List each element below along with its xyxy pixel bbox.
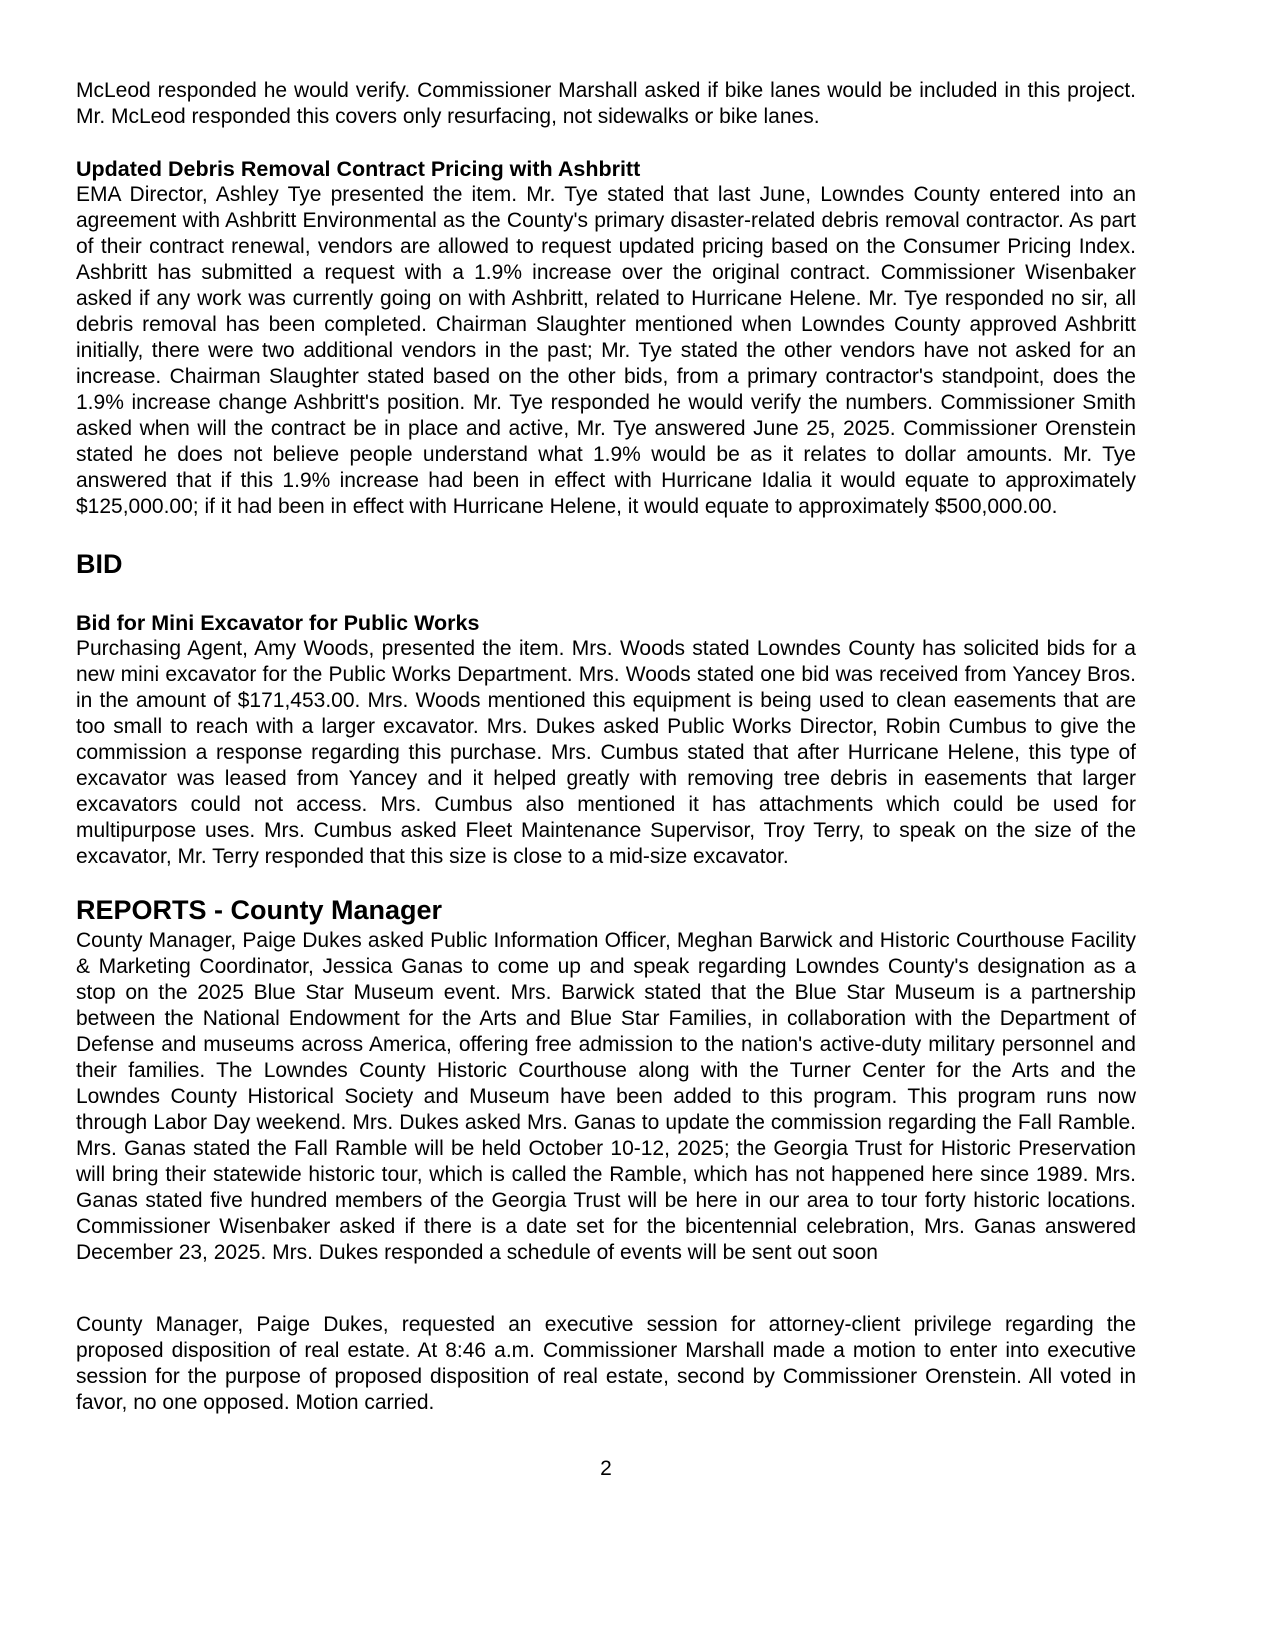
paragraph-resurfacing-continuation: McLeod responded he would verify. Commissioner Marshall asked if bike lanes would be included in this project. Mr. McLeod responded this covers only resurfacing, not sidewalks or bike lanes. <box>76 79 1136 128</box>
page-number: 2 <box>600 1457 612 1480</box>
heading-reports-county-manager: REPORTS - County Manager <box>76 895 443 925</box>
paragraph-reports-county-manager: County Manager, Paige Dukes asked Public Information Officer, Meghan Barwick and Historic Courthouse Facility & Marketing Coordinator, Jessica Ganas to come up and speak regarding Lowndes County's designation as a stop on the 2025 Blue Star Museum event. Mrs. Barwick stated that the Blue Star Museum is a partnership between the National Endowment for the Arts and Blue Star Families, in collaboration with the Department of Defense and museums across America, offering free admission to the nation's active-duty military personnel and their families. The Lowndes County Historic Courthouse along with the Turner Center for the Arts and the Lowndes County Historical Society and Museum have been added to this program. This program runs now through Labor Day weekend. Mrs. Dukes asked Mrs. Ganas to update the commission regarding the Fall Ramble. Mrs. Ganas stated the Fall Ramble will be held October 10-12, 2025; the Georgia Trust for Historic Preservation will bring their statewide historic tour, which is called the Ramble, which has not happened here since 1989. Mrs. Ganas stated five hundred members of the Georgia Trust will be here in our area to tour forty historic locations. Commissioner Wisenbaker asked if there is a date set for the bicentennial celebration, Mrs. Ganas answered December 23, 2025. Mrs. Dukes responded a schedule of events will be sent out soon <box>76 929 1136 1264</box>
heading-debris-removal-contract: Updated Debris Removal Contract Pricing with Ashbritt <box>76 157 641 181</box>
paragraph-executive-session: County Manager, Paige Dukes, requested an executive session for attorney-client privilege regarding the proposed disposition of real estate. At 8:46 a.m. Commissioner Marshall made a motion to enter into executive session for the purpose of proposed disposition of real estate, second by Commissioner Orenstein. All voted in favor, no one opposed. Motion carried. <box>76 1313 1136 1414</box>
paragraph-mini-excavator: Purchasing Agent, Amy Woods, presented the item. Mrs. Woods stated Lowndes County has solicited bids for a new mini excavator for the Public Works Department. Mrs. Woods stated one bid was received from Yancey Bros. in the amount of $171,453.00. Mrs. Woods mentioned this equipment is being used to clean easements that are too small to reach with a larger excavator. Mrs. Dukes asked Public Works Director, Robin Cumbus to give the commission a response regarding this purchase. Mrs. Cumbus stated that after Hurricane Helene, this type of excavator was leased from Yancey and it helped greatly with removing tree debris in easements that larger excavators could not access. Mrs. Cumbus also mentioned it has attachments which could be used for multipurpose uses. Mrs. Cumbus asked Fleet Maintenance Supervisor, Troy Terry, to speak on the size of the excavator, Mr. Terry responded that this size is close to a mid-size excavator. <box>76 637 1136 868</box>
paragraph-debris-removal: EMA Director, Ashley Tye presented the item. Mr. Tye stated that last June, Lowndes County entered into an agreement with Ashbritt Environmental as the County's primary disaster-related debris removal contractor. As part of their contract renewal, vendors are allowed to request updated pricing based on the Consumer Pricing Index. Ashbritt has submitted a request with a 1.9% increase over the original contract. Commissioner Wisenbaker asked if any work was currently going on with Ashbritt, related to Hurricane Helene. Mr. Tye responded no sir, all debris removal has been completed. Chairman Slaughter mentioned when Lowndes County approved Ashbritt initially, there were two additional vendors in the past; Mr. Tye stated the other vendors have not asked for an increase. Chairman Slaughter stated based on the other bids, from a primary contractor's standpoint, does the 1.9% increase change Ashbritt's position. Mr. Tye responded he would verify the numbers. Commissioner Smith asked when will the contract be in place and active, Mr. Tye answered June 25, 2025. Commissioner Orenstein stated he does not believe people understand what 1.9% would be as it relates to dollar amounts. Mr. Tye answered that if this 1.9% increase had been in effect with Hurricane Idalia it would equate to approximately $125,000.00; if it had been in effect with Hurricane Helene, it would equate to approximately $500,000.00. <box>76 183 1136 518</box>
heading-bid-section: BID <box>76 549 123 579</box>
heading-mini-excavator-bid: Bid for Mini Excavator for Public Works <box>76 611 480 635</box>
